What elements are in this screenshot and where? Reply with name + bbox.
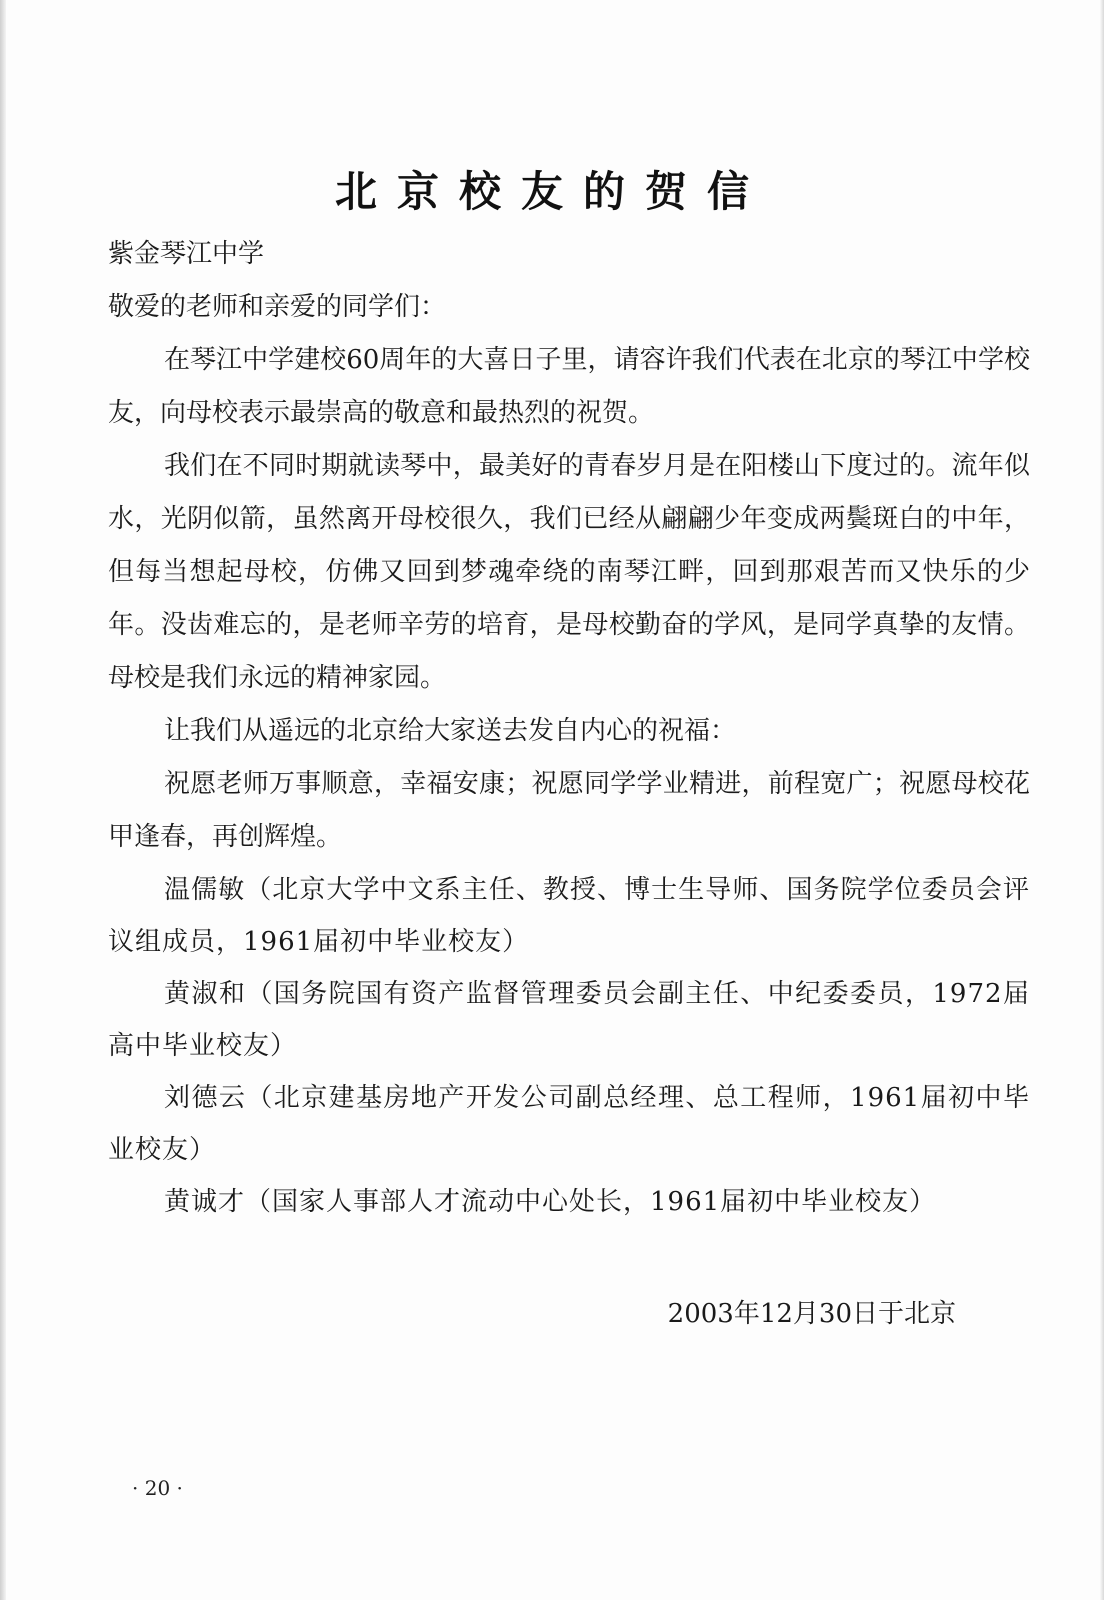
paragraph-congratulations: 在琴江中学建校60周年的大喜日子里，请容许我们代表在北京的琴江中学校友，向母校表示最崇高的敬意和最热烈的祝贺。 [108, 345, 1030, 428]
scan-edge-left [0, 0, 6, 1600]
paragraph-blessing-intro: 让我们从遥远的北京给大家送去发自内心的祝福： [164, 716, 737, 746]
letter-title: 北京校友的贺信 [334, 167, 769, 217]
page-number: · 20 · [132, 1476, 183, 1500]
recipient-line: 紫金琴江中学 [108, 239, 265, 269]
paragraph-blessings: 祝愿老师万事顺意，幸福安康；祝愿同学学业精进，前程宽广；祝愿母校花甲逢春，再创辉煌。 [108, 769, 1030, 852]
scan-edge-right [1100, 0, 1104, 1600]
salutation-line: 敬爱的老师和亲爱的同学们： [108, 292, 447, 322]
signer-entry: 黄诚才（国家人事部人才流动中心处长，1961届初中毕业校友） [164, 1187, 937, 1217]
letter-body [108, 228, 1030, 1228]
signer-entry: 黄淑和（国务院国有资产监督管理委员会副主任、中纪委委员，1972届高中毕业校友） [108, 979, 1030, 1061]
signer-entry: 温儒敏（北京大学中文系主任、教授、博士生导师、国务院学位委员会评议组成员，1961届初中毕业校友） [108, 875, 1030, 957]
paragraph-memories: 我们在不同时期就读琴中，最美好的青春岁月是在阳楼山下度过的。流年似水，光阴似箭，虽然离开母校很久，我们已经从翩翩少年变成两鬓斑白的中年，但每当想起母校，仿佛又回到梦魂牵绕的南琴江畔，回到那艰苦而又快乐的少年。没齿难忘的，是老师辛劳的培育，是母校勤奋的学风，是同学真挚的友情。母校是我们永远的精神家园。 [108, 451, 1030, 693]
date-place-line: 2003年12月30日于北京 [667, 1299, 956, 1329]
signer-entry: 刘德云（北京建基房地产开发公司副总经理、总工程师，1961届初中毕业校友） [108, 1083, 1030, 1165]
